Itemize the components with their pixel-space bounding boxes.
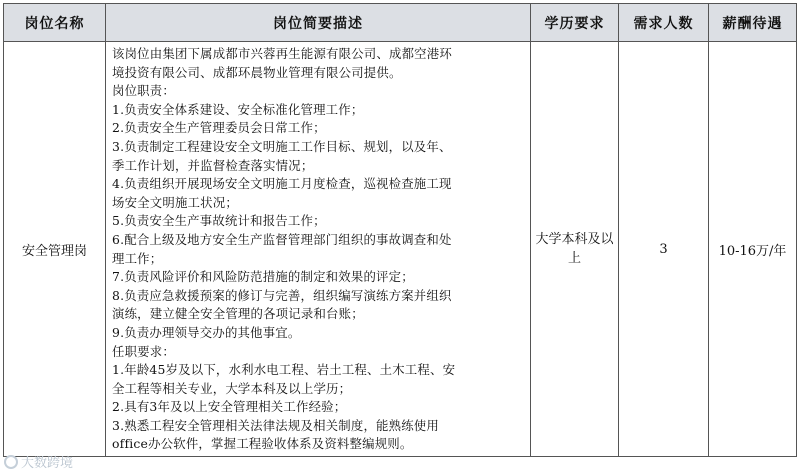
description-line: 场安全文明施工状况； <box>112 194 238 210</box>
description-line: 岗位职责： <box>112 83 175 99</box>
degree-cell <box>531 42 619 457</box>
watermark-text: 大数跨境 <box>21 456 74 471</box>
description-line: 季工作计划，并监督检查落实情况； <box>112 157 314 173</box>
salary-cell: 10-16万/年 <box>709 42 797 457</box>
description-line: 理工作； <box>112 250 163 266</box>
job-table <box>3 3 797 457</box>
header-position: 岗位名称 <box>4 4 106 42</box>
header-salary: 薪酬待遇 <box>709 4 797 42</box>
degree-text: 大学本科及以上 <box>535 232 614 267</box>
watermark <box>4 452 73 471</box>
description-line: 2.负责安全生产管理委员会日常工作； <box>112 120 326 136</box>
description-line: 任职要求： <box>112 343 175 359</box>
position-cell: 安全管理岗 <box>4 42 106 457</box>
description-line: 5.负责安全生产事故统计和报告工作； <box>112 213 326 229</box>
header-degree: 学历要求 <box>531 4 619 42</box>
description-line: 演练，建立健全安全管理的各项记录和台账； <box>112 306 364 322</box>
description-line: 3.熟悉工程安全管理相关法律法规及相关制度，能熟练使用 <box>112 417 439 433</box>
description-line: 8.负责应急救援预案的修订与完善，组织编写演练方案并组织 <box>112 287 452 303</box>
description-line: 全工程等相关专业，大学本科及以上学历； <box>112 380 352 396</box>
description-line: 9.负责办理领导交办的其他事宜。 <box>112 324 301 340</box>
table-row <box>4 42 797 457</box>
description-line: office办公软件，掌握工程验收体系及资料整编规则。 <box>112 436 413 452</box>
description-line: 4.负责组织开展现场安全文明施工月度检查，巡视检查施工现 <box>112 176 452 192</box>
description-line: 6.配合上级及地方安全生产监督管理部门组织的事故调查和处 <box>112 231 452 247</box>
description-line: 该岗位由集团下属成都市兴蓉再生能源有限公司、成都空港环 <box>112 46 452 61</box>
description-line: 7.负责风险评价和风险防范措施的制定和效果的评定； <box>112 269 414 285</box>
header-description: 岗位简要描述 <box>106 4 531 42</box>
description-line: 1.负责安全体系建设、安全标准化管理工作； <box>112 101 364 117</box>
header-headcount: 需求人数 <box>619 4 709 42</box>
description-line: 境投资有限公司、成都环晨物业管理有限公司提供。 <box>112 64 402 80</box>
headcount-cell: 3 <box>619 42 709 457</box>
description-line: 2.具有3年及以上安全管理相关工作经验； <box>112 399 347 415</box>
description-cell <box>106 42 531 457</box>
description-line: 1.年龄45岁及以下，水利水电工程、岩土工程、土木工程、安 <box>112 362 456 378</box>
description-line: 3.负责制定工程建设安全文明施工工作目标、规划，以及年、 <box>112 138 452 154</box>
header-row <box>4 4 797 42</box>
watermark-logo-icon <box>4 455 18 469</box>
